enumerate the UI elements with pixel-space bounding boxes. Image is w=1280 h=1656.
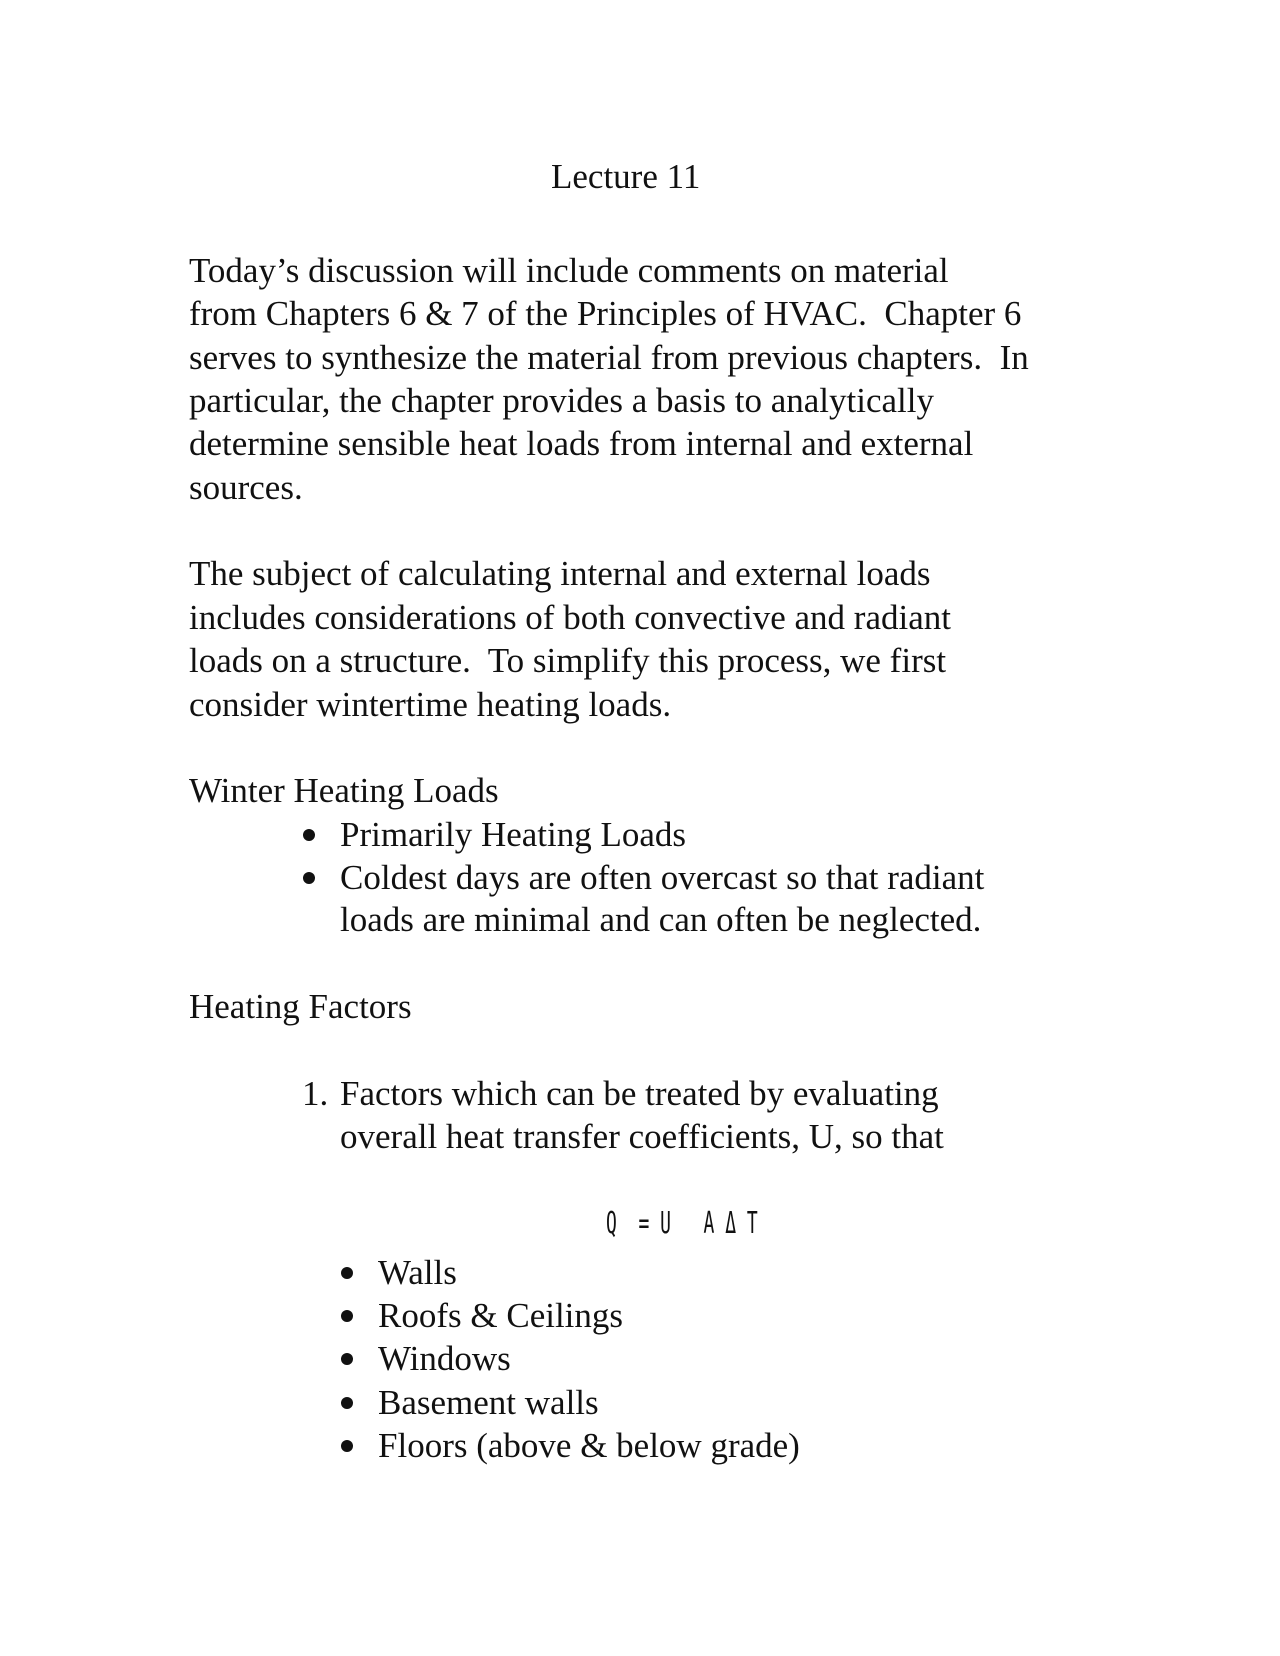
bullet-item-continuation: loads are minimal and can often be neglected. (340, 900, 982, 939)
factors-heading: Heating Factors (189, 987, 412, 1026)
bullet-icon (341, 1353, 353, 1365)
list-number: 1. (302, 1074, 329, 1113)
list-item: Factors which can be treated by evaluating (340, 1074, 939, 1113)
text-line: includes considerations of both convective and radiant (189, 598, 951, 637)
bullet-icon (341, 1397, 353, 1409)
text-line: consider wintertime heating loads. (189, 685, 672, 724)
page-title: Lecture 11 (551, 157, 701, 196)
bullet-icon (341, 1440, 353, 1452)
bullet-item: Primarily Heating Loads (340, 815, 687, 854)
text-line: from Chapters 6 & 7 of the Principles of HVAC. Chapter 6 (189, 294, 1022, 333)
bullet-item: Floors (above & below grade) (378, 1426, 800, 1465)
bullet-icon (341, 1310, 353, 1322)
equation: Q = U A Δ T (606, 1206, 758, 1241)
text-line: The subject of calculating internal and external loads (189, 554, 931, 593)
text-line: serves to synthesize the material from previous chapters. In (189, 338, 1029, 377)
bullet-item: Basement walls (378, 1383, 599, 1422)
bullet-item: Walls (378, 1253, 457, 1292)
winter-heading: Winter Heating Loads (189, 771, 499, 810)
bullet-item: Windows (378, 1339, 511, 1378)
text-line: sources. (189, 468, 303, 507)
list-item-continuation: overall heat transfer coefficients, U, so that (340, 1117, 944, 1156)
bullet-item: Roofs & Ceilings (378, 1296, 624, 1335)
bullet-item: Coldest days are often overcast so that radiant (340, 858, 985, 897)
text-line: Today’s discussion will include comments on material (189, 251, 949, 290)
text-line: particular, the chapter provides a basis to analytically (189, 381, 934, 420)
text-line: loads on a structure. To simplify this process, we first (189, 641, 947, 680)
bullet-icon (303, 872, 315, 884)
bullet-icon (341, 1267, 353, 1279)
bullet-icon (303, 829, 315, 841)
text-line: determine sensible heat loads from internal and external (189, 424, 974, 463)
